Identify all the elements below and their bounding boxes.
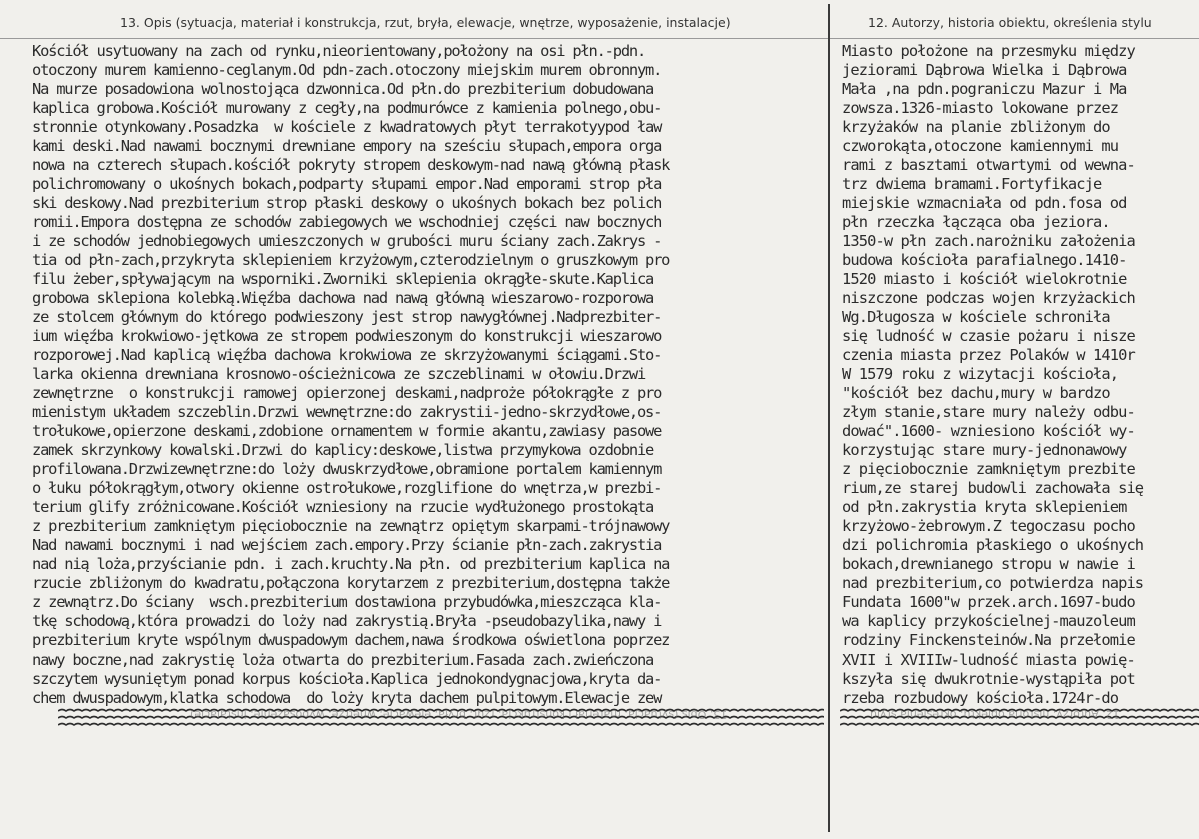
text-line: trz dwiema bramami.Fortyfikacje [842,175,1102,194]
text-line: z pięciobocznie zamkniętym prezbite [842,460,1135,479]
text-line: się ludność w czasie pożaru i nisze [842,327,1135,346]
text-line: 1350-w płn zach.narożniku założenia [842,232,1135,251]
text-line: krzyżaków na planie zbliżonym do [842,118,1110,137]
text-line: rzeba rozbudowy kościoła.1724r-do [842,688,1119,707]
text-line: kaplica grobowa.Kościół murowany z cegły,na podmurówce z kamienia polnego,obu- [32,99,662,118]
text-line: otoczony murem kamienno-ceglanym.Od pdn-zach.otoczony miejskim murem obronnym. [32,61,662,80]
text-line: chem dwuspadowym,klatka schodowa do loży kryta dachem pulpitowym.Elewacje zew [32,688,662,707]
text-line: rami z basztami otwartymi od wewna- [842,156,1135,175]
wave-stroke [840,724,1199,726]
text-line: mienistym układem szczeblin.Drzwi wewnętrzne:do zakrystii-jedno-skrzydłowe,os- [32,403,662,422]
text-line: miejskie wzmacniała od pdn.fosa od [842,194,1127,213]
text-line: trołukowe,opierzone deskami,zdobione ornamentem w formie akantu,zawiasy pasowe [32,422,662,441]
text-line: terium glify zróżnicowane.Kościół wzniesiony na rzucie wydłużonego prostokąta [32,498,654,517]
text-line: krzyżowo-żebrowym.Z tegoczasu pocho [842,517,1135,536]
text-line: niszczone podczas wojen krzyżackich [842,289,1135,308]
text-line: Na murze posadowiona wolnostojąca dzwonnica.Od płn.do prezbiterium dobudowana [32,80,654,99]
text-line: romii.Empora dostępna ze schodów zabiegowych we wschodniej części naw bocznych [32,213,662,232]
text-line: korzystując stare mury-jednonawowy [842,441,1127,460]
history-text-block [842,42,1199,708]
text-line: złym stanie,stare mury należy odbu- [842,403,1135,422]
text-line: stronnie otynkowany.Posadzka w kościele z kwadratowych płyt terrakotyypod ław [32,118,662,137]
column-divider [828,4,830,832]
text-line: płn rzeczka łącząca oba jeziora. [842,213,1110,232]
text-line: kszyła się dwukrotnie-wystąpiła pot [842,669,1135,688]
text-line: grobowa sklepiona kolebką.Więźba dachowa nad nawą główną wieszarowo-rozporowa [32,289,654,308]
text-line: "kościół bez dachu,mury w bardzo [842,384,1110,403]
mirrored-footer-left: 13. Opis (sytuacja, materiał i konstrukcja, rzut, bryła, elewacje, wnętrze, wyposażenie, instalacje) [190,708,728,721]
text-line: polichromowany o ukośnych bokach,podparty słupami empor.Nad emporami strop pła [32,175,662,194]
text-line: od płn.zakrystia kryta sklepieniem [842,498,1127,517]
text-line: nad prezbiterium,co potwierdza napis [842,574,1144,593]
text-line: tia od płn-zach,przykryta sklepieniem krzyżowym,czterodzielnym o gruszkowym pro [32,251,670,270]
text-line: larka okienna drewniana krosnowo-ościeżnicowa ze szczeblinami w ołowiu.Drzwi [32,365,646,384]
text-line: jeziorami Dąbrowa Wielka i Dąbrowa [842,61,1127,80]
text-line: rzucie zbliżonym do kwadratu,połączona korytarzem z prezbiterium,dostępna także [32,574,670,593]
text-line: dzi polichromia płaskiego o ukośnych [842,536,1144,555]
text-line: zowsza.1326-miasto lokowane przez [842,99,1119,118]
text-line: nowa na czterech słupach.kościół pokryty stropem deskowym-nad nawą główną płask [32,156,670,175]
text-line: filu żeber,spływającym na wsporniki.Zworniki sklepienia okrągłe-skute.Kaplica [32,270,654,289]
text-line: zamek skrzynkowy kowalski.Drzwi do kaplicy:deskowe,listwa przymykowa ozdobnie [32,441,654,460]
text-line: XVII i XVIIIw-ludność miasta powię- [842,650,1135,669]
text-line: ium więźba krokwiowo-jętkowa ze stropem podwieszonym do konstrukcji wieszarowo [32,327,662,346]
text-line: Mała ,na pdn.pograniczu Mazur i Ma [842,80,1127,99]
text-line: ze stolcem głównym do którego podwieszony jest strop nawygłównej.Nadprezbiter- [32,308,662,327]
text-line: z zewnątrz.Do ściany wsch.prezbiterium dostawiona przybudówka,mieszcząca kla- [32,593,662,612]
text-line: W 1579 roku z wizytacji kościoła, [842,365,1119,384]
text-line: o łuku półokrągłym,otwory okienne ostrołukowe,rozglifione do wnętrza,w prezbi- [32,479,662,498]
text-line: z prezbiterium zamkniętym pięciobocznie na zewnątrz opiętym skarpami-trójnawowy [32,517,670,536]
text-line: Nad nawami bocznymi i nad wejściem zach.empory.Przy ścianie płn-zach.zakrystia [32,536,662,555]
text-line: profilowana.Drzwizewnętrzne:do loży dwuskrzydłowe,obramione portalem kamiennym [32,460,662,479]
text-line: kami deski.Nad nawami bocznymi drewniane empory na sześciu słupach,empora orga [32,137,662,156]
text-line: rozporowej.Nad kaplicą więźba dachowa krokwiowa ze skrzyżowanymi ściągami.Sto- [32,346,662,365]
text-line: zewnętrzne o konstrukcji ramowej opierzonej deskami,nadproże półokrągłe z pro [32,384,662,403]
text-line: szczytem wysuniętym ponad korpus kościoła.Kaplica jednokondygnacjowa,kryta da- [32,669,662,688]
text-line: budowa kościoła parafialnego.1410- [842,251,1127,270]
text-line: Kościół usytuowany na zach od rynku,nieorientowany,położony na osi płn.-pdn. [32,42,646,60]
text-line: Wg.Długosza w kościele schroniła [842,308,1110,327]
text-line: czworokąta,otoczone kamiennymi mu [842,137,1119,156]
section-12-heading: 12. Autorzy, historia obiektu, określenia stylu [868,15,1152,30]
text-line: nawy boczne,nad zakrystię loża otwarta do prezbiterium.Fasada zach.zwieńczona [32,650,654,669]
text-line: rodziny Finckensteinów.Na przełomie [842,631,1135,650]
text-line: ski deskowy.Nad prezbiterium strop płaski deskowy o ukośnych bokach bez polich [32,194,662,213]
text-line: bokach,drewnianego stropu w nawie i [842,555,1135,574]
text-line: tkę schodową,która prowadzi do loży nad zakrystią.Bryła -pseudobazylika,nawy i [32,612,662,631]
wave-stroke [58,724,824,726]
mirrored-footer-right: 12. Autorzy, historia obiektu, określenia stylu [870,708,1120,721]
text-line: dować".1600- wzniesiono kościół wy- [842,422,1135,441]
text-line: i ze schodów jednobiegowych umieszczonych w grubości muru ściany zach.Zakrys - [32,232,662,251]
text-line: Fundata 1600"w przek.arch.1697-budo [842,593,1135,612]
text-line: czenia miasta przez Polaków w 1410r [842,346,1135,365]
text-line: prezbiterium kryte wspólnym dwuspadowym dachem,nawa środkowa oświetlona poprzez [32,631,670,650]
text-line: Miasto położone na przesmyku między [842,42,1135,60]
header-divider [0,38,1199,39]
text-line: rium,ze starej budowli zachowała się [842,479,1144,498]
text-line: wa kaplicy przykościelnej-mauzoleum [842,612,1135,631]
section-13-heading: 13. Opis (sytuacja, materiał i konstrukcja, rzut, bryła, elewacje, wnętrze, wyposażenie, instalacje) [120,15,731,30]
text-line: 1520 miasto i kościół wielokrotnie [842,270,1127,289]
description-text-block [32,42,822,708]
text-line: nad nią loża,przyścianie pdn. i zach.kruchty.Na płn. od prezbiterium kaplica na [32,555,670,574]
